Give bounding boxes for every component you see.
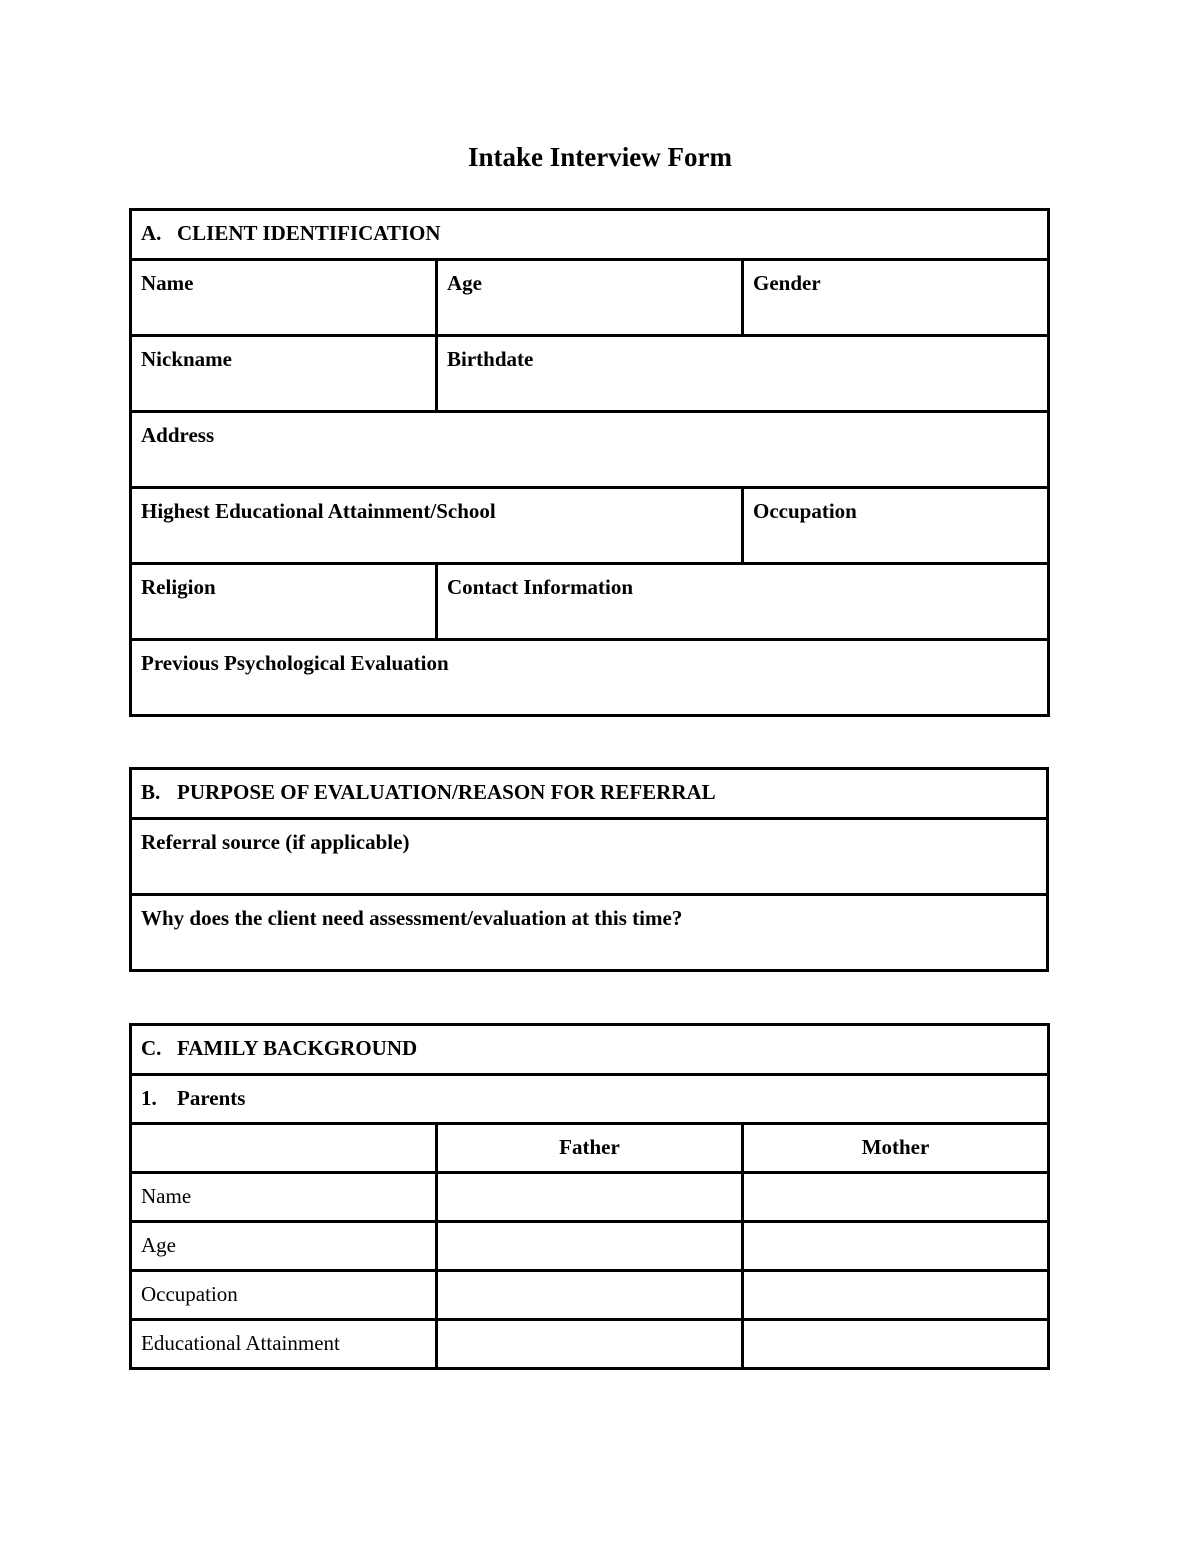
- name-age-gender-row: [131, 260, 1049, 336]
- parents-number: 1.: [141, 1086, 157, 1110]
- address-row: [131, 412, 1049, 488]
- parent-name-label: Name: [131, 1173, 437, 1222]
- section-a-heading: CLIENT IDENTIFICATION: [177, 221, 441, 245]
- address-field[interactable]: [131, 412, 1049, 488]
- parents-heading: Parents: [177, 1086, 246, 1110]
- previous-evaluation-row: [131, 640, 1049, 716]
- mother-age-cell[interactable]: [743, 1222, 1049, 1271]
- father-occupation-cell[interactable]: [437, 1271, 743, 1320]
- name-field[interactable]: [131, 260, 437, 336]
- mother-column-header: Mother: [743, 1124, 1049, 1173]
- age-field[interactable]: [437, 260, 743, 336]
- nickname-field[interactable]: [131, 336, 437, 412]
- section-c-letter: C.: [141, 1036, 162, 1060]
- section-b-letter: B.: [141, 780, 161, 804]
- section-b-header-row: [131, 769, 1048, 819]
- father-age-cell[interactable]: [437, 1222, 743, 1271]
- reason-field[interactable]: [131, 895, 1048, 971]
- family-background-table: [129, 1023, 1050, 1370]
- table-row: [131, 1173, 1049, 1222]
- reason-label: Why does the client need assessment/evaluation at this time?: [141, 906, 683, 930]
- religion-label: Religion: [141, 575, 216, 599]
- parent-occupation-label: Occupation: [131, 1271, 437, 1320]
- contact-field[interactable]: [437, 564, 1049, 640]
- parent-education-label: Educational Attainment: [131, 1320, 437, 1369]
- age-label: Age: [447, 271, 482, 295]
- referral-source-row: [131, 819, 1048, 895]
- occupation-field[interactable]: [743, 488, 1049, 564]
- mother-occupation-cell[interactable]: [743, 1271, 1049, 1320]
- referral-source-field[interactable]: [131, 819, 1048, 895]
- parents-column-header-row: [131, 1124, 1049, 1173]
- name-label: Name: [141, 271, 194, 295]
- section-c-header: [131, 1025, 1049, 1075]
- parents-corner-cell: [131, 1124, 437, 1173]
- previous-evaluation-label: Previous Psychological Evaluation: [141, 651, 449, 675]
- gender-field[interactable]: [743, 260, 1049, 336]
- education-occupation-row: [131, 488, 1049, 564]
- father-education-cell[interactable]: [437, 1320, 743, 1369]
- table-row: [131, 1320, 1049, 1369]
- education-label: Highest Educational Attainment/School: [141, 499, 496, 523]
- mother-name-cell[interactable]: [743, 1173, 1049, 1222]
- nickname-birthdate-row: [131, 336, 1049, 412]
- parent-age-label: Age: [131, 1222, 437, 1271]
- father-column-header: Father: [437, 1124, 743, 1173]
- parents-subheader-row: [131, 1075, 1049, 1124]
- referral-table: [129, 767, 1049, 972]
- religion-field[interactable]: [131, 564, 437, 640]
- parents-subheader: [131, 1075, 1049, 1124]
- table-row: [131, 1222, 1049, 1271]
- client-identification-table: [129, 208, 1050, 717]
- section-c-heading: FAMILY BACKGROUND: [177, 1036, 418, 1060]
- page-title: Intake Interview Form: [468, 142, 732, 172]
- birthdate-field[interactable]: [437, 336, 1049, 412]
- reason-row: [131, 895, 1048, 971]
- religion-contact-row: [131, 564, 1049, 640]
- table-row: [131, 1271, 1049, 1320]
- mother-education-cell[interactable]: [743, 1320, 1049, 1369]
- section-a-header: [131, 210, 1049, 260]
- contact-label: Contact Information: [447, 575, 634, 599]
- birthdate-label: Birthdate: [447, 347, 534, 371]
- father-name-cell[interactable]: [437, 1173, 743, 1222]
- section-a-letter: A.: [141, 221, 162, 245]
- section-a-header-row: [131, 210, 1049, 260]
- address-label: Address: [141, 423, 215, 447]
- gender-label: Gender: [753, 271, 821, 295]
- education-field[interactable]: [131, 488, 743, 564]
- section-b-header: [131, 769, 1048, 819]
- section-b-heading: PURPOSE OF EVALUATION/REASON FOR REFERRAL: [177, 780, 716, 804]
- occupation-label: Occupation: [753, 499, 857, 523]
- nickname-label: Nickname: [141, 347, 232, 371]
- referral-source-label: Referral source (if applicable): [141, 830, 410, 854]
- previous-evaluation-field[interactable]: [131, 640, 1049, 716]
- section-c-header-row: [131, 1025, 1049, 1075]
